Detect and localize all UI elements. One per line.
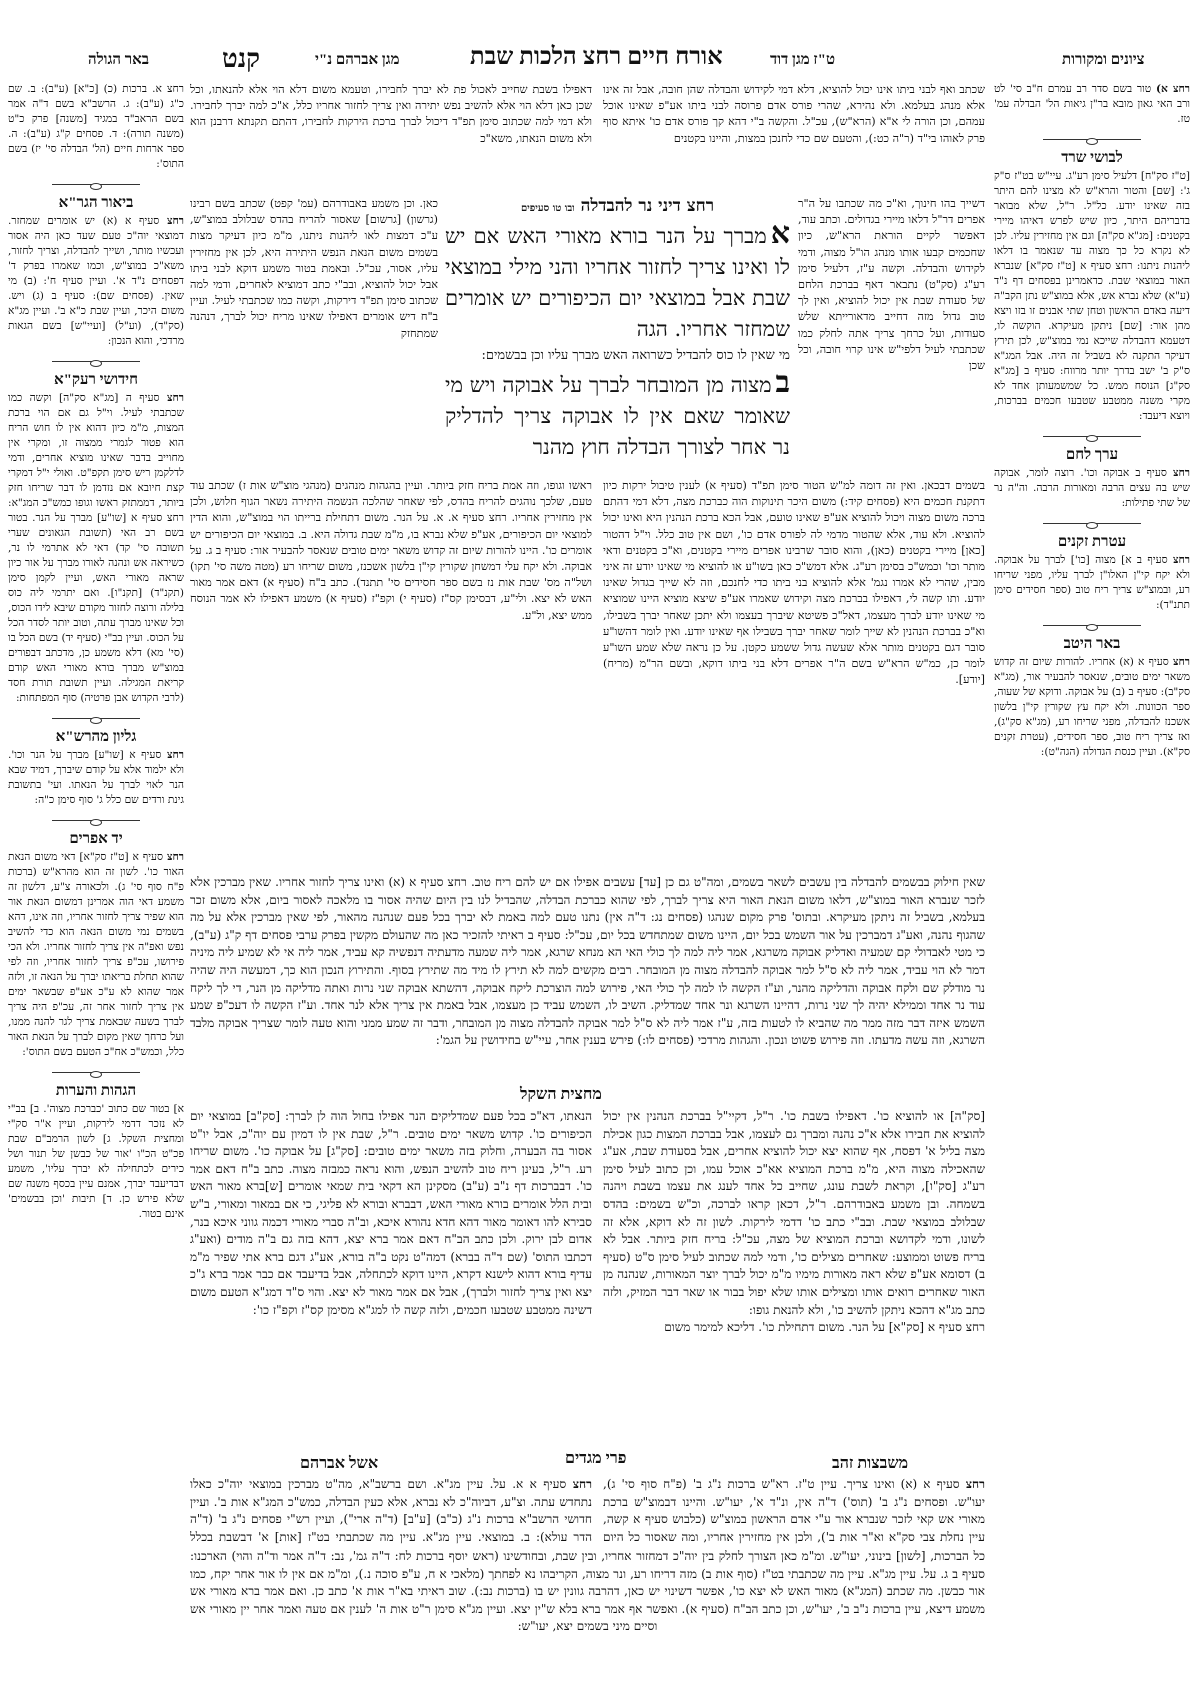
- ornament-divider: [8, 180, 184, 188]
- beer-hagolah-text: רחצ א. ברכות (כ) [כ"א] (ע"ב): ב. שם כ"ג (ע"ב): ג. הרשב"א בשם ד"ה אמר בשם הראב"ד במגיד [משנה] פרק כ"ט (משנה תורה): ד. פסחים ק"ג (ע"ב): ה. ספר ארחות חיים (הל' הבדלה סי' יז) בשם התוס':: [8, 83, 184, 170]
- header-tziyunim: ציונים ומקורות: [1062, 52, 1145, 68]
- machatzit-title: מחצית השקל: [520, 1086, 602, 1103]
- shulchan-aruch-main: [445, 196, 790, 471]
- header-magen-avraham: מגן אברהם נ"י: [315, 52, 400, 68]
- header-taz: ט"ז מגן דוד: [770, 52, 836, 68]
- taz-bottom: בשמים דבכאן. ואין זה דומה למ"ש הטור סימן תפ"ד (סעיף א) לענין טיבול ירקות כיון דתקנת חכמים היא (פסחים קיד:) משום היכר תינוקות הוה כברכת מצה, דלא דמי דהתם ברכה משום מצוה ויכול להוציא אע"פ שאינו טועם, אבל הכא ברכת הנהנין היא ואינו יכול להוציא. ולא עוד, אלא שהטור מדמי לה לפורס אדם כו', ושם אין טוב כלל. וי"ל דהטור [כאן] מיירי בקטנים (כאן), והוא סובר שרבינו אפרים מיירי בקטנים, וא"כ בקטנים ודאי מותר וכו' וכמש"כ בסימן רע"ג. אלא דמש"כ כאן בשו"ע או להוציא מי שאינו יודע זה איני מבין, שהרי לא אמרו נגמ' אלא להוציא בני ביתו כדי לחנכם, וזה לא שייך בגדול שאינו יודע. ותו קשה לי, דאפילו בברכת מצה וקידוש שאמרו אע"פ שיצא מוציא היינו שמוציא מי שאינו יודע לברך מעצמו, דאל"כ פשיטא שיברך בעצמו ולא יתכן שאחר יברך בשבילו, וא"כ בברכת הנהנין לא שייך לומר שאחר יברך בשבילו אף שאינו יודע. ואין לומר דהשו"ע סובר דגם בקטנים מותר אלא שעשה גדול ששמע כקטן. על כן נראה שלא שמע השו"ע לומר כן, כמ"ש הרא"ש בשם ה"ר אפרים דלא בני ביתו דוקא, ובשם הר"מ (מריח) [יודע].: [603, 479, 985, 687]
- rama-gloss: מי שאין לו כוס להבדיל כשרואה האש מברך עליו וכן בבשמים:: [481, 348, 790, 363]
- ornament-divider: [8, 816, 184, 824]
- section-title: עטרת זקנים: [1057, 534, 1127, 550]
- left-column: [8, 82, 184, 1492]
- siman-title: רחצ דיני נר להבדלה ובו טו סעיפים: [520, 196, 715, 216]
- mishbetzot-zahav-title: משבצות זהב: [832, 1455, 909, 1472]
- section-erech-lechem: ערך לחם רחצ סעיף ב אבוקה וכו'. רוצה לומר, אבוקה שיש בה עצים הרבה ומאורות הרבה. וה"ה נר של שתי פתילות:: [994, 447, 1190, 509]
- pri-megadim-title: פרי מגדים: [565, 1450, 627, 1467]
- eshel-avraham-title: אשל אברהם: [300, 1455, 379, 1472]
- section-title: ביאור הגר"א: [58, 195, 134, 211]
- section-chidushei-rakea: חידושי רעק"א רחצ סעיף ה [מג"א סק"ה] וקשה כמו שכתבתי לעיל. וי"ל גם אם הוי ברכת המצות, מ"מ כיון דהוא אין לו חוש הריח הוא פטור לגמרי ממצוה זו, ומקרי אין מחוייב בדבר שאינו מוציא אחרים, ודמי לדלקמן ריש סימן תקפ"ט. ואולי י"ל דמקרי קצת חיובא אם נזדמן לו דבר שריחו חזק ביותר, דממתזק ראשו וגופו כמש"כ המג"א: רחצ סעיף א [שו"ע] מברך על הנר. בטור בשם רב האי (תשובת הגאונים שערי תשובה סי' קד) דאי לא אתרמי לו נר, כשיראה אש ונהנה לאורו מברך על אור כיון שראה מאורי האש, ועיין לקמן סימן (תקנ"ד) [תקנ"ו]. ואם יתרמי ליה כוס בלילה ורוצה לחזור מקודם שיבא לידו הכוס, וכל שאינו מברך עתה, וטוב יותר לסדר הכל על הכוס. ועיין בב"י (סעיף יד) בשם הכל בו (סי' מא) דלא משמע כן, מדכתב דבפורים במוצ"ש מברך בורא מאורי האש קודם קריאת המגילה. ועיין תשובת תורת חסד (לרבי הקדוש אבן פרטיה) סוף המפתחות:: [8, 372, 184, 704]
- section-title: חידושי רעק"א: [53, 372, 138, 388]
- ornament-divider: [8, 714, 184, 722]
- right-column: [994, 82, 1190, 922]
- ornament-divider: [8, 357, 184, 365]
- tziyunim-text: רחצ א) טור בשם סדר רב עמרם ח"ב סי' לט ורב האי גאון מובא בר"ן גיאות הל' הבדלה עמ' טז.: [994, 83, 1190, 125]
- seif-b: במצוה מן המובחר לברך על אבוקה ויש מי שאומר שאם אין לו אבוקה צריך להדליק נר אחר לצורך הבדלה חוץ מהנר: [445, 365, 790, 459]
- section-title: באר היטב: [1063, 636, 1121, 652]
- taz-continuation: שאין חילוק בבשמים להבדלה בין עשבים לשאר בשמים, ומה"ט גם כן [עד] עשבים אפילו אם יש להם ריח טוב. רחצ סעיף א (א) ואינו צריך לחזור אחריו. שאין מברכין אלא לזכר שנברא האור במוצ"ש, דלאו משום הנאת האור היא צריך לברך, לפי שהוא כברכת הבדלה, שהבדיל לנו בין היום שהיה אסור בו מלאכה לאסור ביום, אלא משום זכר בעלמא, בשביל זה ניתקן מעיקרא. ובתוס' פרק מקום שנהגו (פסחים נג: ד"ה אין) נתנו טעם למה באמת לא יברך בכל פעם שנהנה מהאור, לפי שאין מברכין אלא על מה שהגוף נהנה, ואע"ג דמברכין על אור השמש בכל יום, היינו משום שמתחדש בכל יום, עכ"ל: סעיף ב ראיתי להזכיר כאן מה שהעולם מקשין בפרק ערבי פסחים דף ק"ג (ע"ב), כי מטי לאבדולי קם שמעיה ואדליק אבוקה משרגא, אמר ליה למה לך כולי האי הא מנחא שרגא, אמר ליה שמעה מדעתיה דנפשיה קא עביד, אמר ליה אי לא שמיע ליה מיניה דמר לא הוי עביד, אמר ליה לא ס"ל למר אבוקה להבדלה מצוה מן המובחר. רבים מקשים למה לא תירץ לו מיד מה שתירץ בסוף. והתירוץ הנכון הוא כך, דמעשה היה שהיה נר מודלק שם ולקח אבוקה והדליקה מהנר, וע"ז הקשה לו למה לך כולי האי, פירוש למה הוצרכת ליקח אבוקה, דהשתא אבוקה שני נרות ואתה מדליקה מן הנר, די לך ליקח עוד נר אחד וממילא יהיה לך שני נרות, דהיינו השרגא ונר אחד שמדליק. השיב לו, השמש עביד כן מעצמו, אבל באמת אין צריך אלא לנר אחד. וע"ז הקשה לו דעכ"פ שמע השמש איזה דבר מזה ממר מה שהביא לו לטעות בזה, ע"ז אמר ליה לא ס"ל למר אבוקה להבדלה מצוה מן המובחר, ודבר זה שמע ממני והוא טעה לומר שצריך אבוקה מלבד השרגא, וזה עשה מדעתו. וזה פירוש פשוט ונכון. והגהות מרדכי (פסחים לו:) פירש בענין אחר, עיי"ש בחידושין על הגמ':: [190, 875, 985, 1048]
- section-ateret-zekenim: עטרת זקנים רחצ סעיף ב א] מצוה [כו'] לברך על אבוקה. ולא יקח קי"ן האלו"ן לברך עליו, מפני שריחו רע, ובמוצ"ש צריך ריח טוב (ספר חסידים סימן תתנ"ד):: [994, 534, 1190, 611]
- magen-avraham-side: כאן. וכן משמע באבודרהם (עמ' קפט) שכתב בשם רבינו (גרשון) [גרשום] שאסור להריח בהדס שבלולב במוצ"ש, ע"כ דמצות לאו ליהנות ניתנו, מ"מ כיון דעיקר מצות בשמים משום הנאת הנפש היתירה היא, לכן אין מחזירין עליו, אסור, עכ"ל. ובאמת בטור משמע דוקא לבני ביתו אבל יכול להוציא, ובב"י כתב דמוציא לאחרים, ודמי למה שכתוב סימן תפ"ד דירקות, וקשה כמו שכתבתי לעיל. ועיין ב"ח דיש אומרים דאפילו שאינו מריח יכול לברך, דנהנה שמתחזק: [190, 197, 438, 340]
- machatzit-right: [סק"ה] או להוציא כו'. דאפילו בשבת כו'. ר"ל, דקיי"ל בברכת הנהנין אין יכול להוציא את חבירו אלא א"כ נהנה ומברך גם לעצמו, אבל בברכת המצות כגון אכילת מצה בליל א' דפסח, אף שהוא יצא יכול להוציא אחרים, אבל בסעודת שבת, אע"ג שהאכילה מצוה היא, מ"מ ברכת המוציא אא"כ אוכל עמו, וכן כתוב לעיל סימן רע"ג [סק"ו], וקראת לשבת עונג, שחייב כל אחד לענג את עצמו בשבת ויהנה בשמחה. ובן משמע באבודרהם. ר"ל, דכאן קראו לברכה, וכ"ש בשמים: בהדס שבלולב במוצאי שבת. ובב"י כתב כו' דדמי לירקות. לשון זה לא דוקא, אלא זה לשונו, ודמי לקדושא וברכת המוציא של מצה, עכ"ל: בריח חזק ביותר. אבל לא בריח פשוט וממוצע: שאחרים מצילים כו', ודמי למה שכתוב לעיל סימן ס"ט (סעיף ב) דסומא אע"פ שלא ראה מאורות מימיו מ"מ יכול לברך יוצר המאורות, שנהנה מן האור שאחרים רואים אותו ומצילים אותו שלא יפול בבור או שאר דבר המזיק, ולזה כתב מג"א דהכא ניתקן להשיב כו', ולא להנאת גופו: רחצ סעיף א [סק"א] על הנר. משום דתחילת כו'. דליכא למימר משום: [603, 1109, 985, 1335]
- header-beer-hagolah: באר הגולה: [88, 52, 150, 68]
- section-levushei-serad: לבושי שרד [ט"ז סק"ח] דלעיל סימן רע"ג. עיי"ש בט"ז ס"ק ג': [שם] והטור והרא"ש לא מצינו להם היתר בזה שאינו יודע. כל"ל. ר"ל, שלא מבואר בדבריהם היתר, כיון שיש לפרש דאיהו מיירי בקטנים: [מג"א סק"ה] וגם אין מחזירין עליו. לכן לא נקרא כל כך מצוה עד שנאמר בו דלאו ליהנות ניתנו: רחצ סעיף א [ט"ז סק"א] שנברא האור במוצאי שבת. כדאמרינן בפסחים דף נ"ד (ע"א) שלא נברא אש, אלא במוצ"ש נתן הקב"ה דיעה באדם הראשון וטחן שתי אבנים זו בזו ויצא מהן אור: [שם] ניתקן מעיקרא. הוקשה לו, דטעמא דהבדלה שייכא נמי במוצ"ש, לכן תירץ דעיקר התקנה לא בשביל זה היה. אבל המג"א ס"ק ב' ישב בדרך יותר מרווח: סעיף ב [מג"א סק"ג] הנוסח ממש. כל שמשמעותן אחד לא מקרי משנה ממטבע שטבעו חכמים בברכות, ויוצא דיעבד:: [994, 150, 1190, 422]
- section-yad-efraim: יד אפרים רחצ סעיף א [ט"ז סק"א] דאי משום הנאת האור כו'. לשון זה הוא מהרא"ש (ברכות פ"ח סוף סי' ג). ולכאורה צ"ע, דלשון זה משמע דאי הוה אמרינן דמשום הנאת אור הוא שפיר צריך לחזור אחריו, וזה אינו, דהא בשמים נמי משום הנאה הוא כדי להשיב נפש ואפ"ה אין צריך לחזור אחריו. ולא הכי פירושו, עכ"פ צריך לחזור אחריו, וזה לפי שהוא תחלת בריאתו יברך על הנאה זו, ולזה אמר שהוא לא ע"כ אע"פ שבשאר ימים אין צריך לחזור אחר זה, עכ"פ היה צריך לברך בשעה שבאמת צריך לגר להנה ממנו, ועל כרחך שאין מקום לברך על הנאת האור כלל, וכמש"כ אח"כ הטעם בשם התוס':: [8, 831, 184, 1058]
- section-hagahot: הגהות והערות א] בטור שם כתוב 'כברכת מצוה'. ב] בב"י לא נזכר דדמי לירקות, ועיין א"ר סק"י ומחצית השקל. ג] לשון הרמב"ם שבת פכ"ט הכ"ו 'אור של כבשן של תנור ושל כירים לכתחילה לא יברך עליו', משמע דבדיעבד יברך, אמנם עיין בכסף משנה שם שלא פירש כן. ד] תיבות 'וכן בבשמים' אינם בטור.: [8, 1083, 184, 1220]
- ornament-divider: [994, 621, 1190, 629]
- page-title: אורח חיים רחצ הלכות שבת: [470, 44, 723, 70]
- section-title: לבושי שרד: [1061, 150, 1123, 166]
- machatzit-left: הנאתו, דא"כ בכל פעם שמדליקים הנר אפילו בחול הוה לן לברך: [סק"ב] במוצאי יום הכיפורים כו'. קדוש משאר ימים טובים. ר"ל, שבת אין לו דמיון עם יוה"כ, אבל יו"ט אסור בה הבערה, וחלוק בזה משאר ימים טובים: [סק"ג] על אבוקה כו'. משום שריחו רע. ר"ל, בעינן ריח טוב להשיב הנפש, והוא נראה כמבזה מצוה. כתב ב"ח דאם אמר כו'. דבברכות דף נ"ב (ע"ב) מסקינן הא דקאי בית שמאי אומרים [ש]ברא מאור האש ובית הלל אומרים בורא מאורי האש, דבברא ובורא לא פליגי, כי אם במאור ומאורי, ב"ש סבירא להו דאומר מאור דהא חדא נהורא איכא, וב"ה סברי מאורי דכמה גווני איכא בנר, אדום לבן ירוק. ולכן כתב הב"ח דאם אמר ברא יצא, דהא בזה גם ב"ה מודים (ואע"ג דכתבו התוס' (שם ד"ה בברא) דמה"ט נקט ב"ה בורא, אע"ג דגם ברא אתי שפיר מ"מ עדיף בורא דהוא לישנא דקרא, היינו דוקא לכתחלה, אבל בדיעבד אם כבר אמר ברא ג"כ יצא ואין צריך לחזור ולברך), אבל אם אמר מאור לא יצא. והוי ס"ד דמג"א הטעם משום דשינה ממטבע שטבעו חכמים, ולזה קשה לו למג"א מסימן קס"ז וקפ"ז כו':: [190, 1109, 592, 1317]
- page-number: קנט: [222, 44, 261, 73]
- section-title: יד אפרים: [69, 831, 123, 847]
- magen-avraham-bottom: ראשו וגופו, וזה אמת בריח חזק ביותר. ועיין בהגהות מנהגים (מנהגי מוצ"ש אות ז) שכתב עוד טעם, שלכך נוהגים להריח בהדס, לפי שאחר שהלכה הנשמה היתירה נשאר הגוף חלוש, ולכן אין מחזירין אחריו. רחצ סעיף א. א. על הנר. משום דתחילת ברייתו הוי במוצ"ש, והוא הדין למוצאי יום הכיפורים, אע"פ שלא נברא בו, מ"מ שבת גדולה היא. ב. במוצאי יום הכיפורים יש אומרים כו'. היינו להורות שיום זה קדוש משאר ימים טובים שנאסר להבעיר אור: סעיף ב ג. על אבוקה. ולא יקח עלי דמשחן שקורין קי"ן בלשון אשכנז, משום שריחו רע (מטה משה סי' תקו) ושל"ה מס' שבת אות נז בשם ספר חסידים סי' תתנד). כתב ב"ח (סעיף א) דאם אמר מאור האש לא יצא. ולי"ע, דבסימן קס"ז (סעיף י) וקפ"ז (סעיף א) משמע דאפילו לא אמר הנוסח ממש יצא, ול"ע.: [190, 479, 592, 622]
- section-title: גליון מהרש"א: [55, 729, 137, 745]
- ornament-divider: [994, 432, 1190, 440]
- ornament-divider: [994, 519, 1190, 527]
- ornament-divider: [994, 135, 1190, 143]
- magen-avraham-top: דאפילו בשבת שחייב לאכול פת לא יברך לחבירו, וטעמא משום דלא הוי אלא להנאתו, וכל שכן כאן דלא הוי אלא להשיב נפש יתירה ואין צריך לחזור אחריו כלל, א"כ למה יברך לחבירו. ולא דמי למה שכתוב סימן תפ"ד דיכול לברך ברכת הירקות לחבירו, דהתם תקנתא דרבנן הוא ולא משום הנאתו, משא"כ: [190, 83, 592, 145]
- pri-megadim-continuation: כל הברכות, [לשון] בינוני, יעו"ש. ומ"מ כאן הצורך לחלק בין יוה"כ דמחזור אחריו, ובין שבת, ובחודשינו (ראש יוסף ברכות לח: ד"ה גמ', נב: ד"ה אמר וד"ה והוי) הארכנו: סעיף ב ג. על. עיין מג"א. עיין מה שכתבתי בט"ז (סוף אות ב) מזה דריחו רע, ונר מצוה, הקריבהו נא לפחתך (מלאכי א ח, ע"פ סוכה נ.), ומ"מ אם אין לו אור אחר יקח, כמו אור כבשן. מה שכתב (המג"א) מאור האש לא יצא כו', אפשר דשינוי יש כאן, דהרבה גוונין יש בו (ברכות נב:). שוב ראיתי בא"ר אות א' כתב כן. ואם אמר ברא מאורי אש משמע דיצא, עיין ברכות נ"ב ב', יעו"ש, וכן כתב הב"ח (סעיף א). ואפשר אף אמר ברא בלא ש"ין יצא. ועיין מג"א סימן ר"ט אות ה' לענין אם טעה ואמר אחר יין מאורי אש וסיים מיני בשמים יצא, יעו"ש:: [190, 1549, 985, 1634]
- taz-top: שכתב ואף לבני ביתו אינו יכול להוציא, דלא דמי לקידוש והבדלה שהן חובה, אבל זה אינו אלא מנהג בעלמא. ולא נהירא, שהרי פורס אדם פרוסה לבני ביתו אע"פ שאינו אוכל עמהם, וכן הורה לי א"א (הרא"ש), עכ"ל. והקשה ב"י דהא קך פורס אדם כו' איתא סוף פרק לאוהו בי"ד (ר"ה כט:), והטעם שם כדי לחנכן במצות, והיינו בקטנים: [603, 83, 985, 145]
- mishbetzot-zahav-text: רחצ סעיף א (א) ואינו צריך. עיין ט"ז. רא"ש ברכות נ"ג ב' (פ"ח סוף סי' ג), יעו"ש. ופסחים נ"ג ב' (תוס') ד"ה אין, ונ"ד א', יעו"ש. והיינו דבמוצ"ש ברכת מאורי אש קאי לזכר שנברא אור ע"י אדם הראשון במוצ"ש (כלבוש סעיף א קשה, עיין נחלת צבי סק"א וא"ר אות ב'), ולכן אין מחזירין אחריו, ומה שאסור כל היום: [603, 1477, 985, 1544]
- taz-side: דשייך בהו חינוך, וא"כ מה שכתבו על ה"ר אפרים דר"ל דלאו מיירי בגדולים. וכתב עוד, דאפשר לקיים הוראת הרא"ש, כיון שחכמים קבעו אותו מנהג הו"ל מצוה, ודמי לקידוש והבדלה. וקשה ע"ז, דלעיל סימן רע"ג (סק"ט) נתבאר דאף בברכת הלחם של סעודת שבת אין יכול להוציא, ואין לך טוב גדול מזה דחייב מדאורייתא שלש סעודות, ועל כרחך צריך אתה לחלק כמו שכתבתי לעיל דלפי"ש אינו קרוי חובה, וכל שכן: [798, 197, 985, 373]
- eshel-avraham-text: רחצ סעיף א א. על. עיין מג"א. ושם ברשב"א, מה"ט מברכין במוצאי יוה"כ כאלו נתחדש עתה. וצ"ע, דביוה"כ לא נברא, אלא כעין הבדלה, כמש"כ המג"א אות ב'. ועיין חדושי הרשב"א ברכות נ"ג (כ"ב) [ע"ב] (ד"ה ארי"), ועיין רש"י פסחים נ"ג ב' (ד"ה הדר עולא): ב. במוצאי. עיין מג"א. עיין מה שכתבתי בט"ז [אות] א' דבשבת בכלל: [190, 1477, 592, 1544]
- section-title: הגהות והערות: [55, 1083, 137, 1099]
- section-biur-hagra: ביאור הגר"א רחצ סעיף א (א) יש אומרים שמחזר. דמוצאי יוה"כ טעם שעד כאן היה אסור ועכשיו מותר, ושייך להבדלה, וצריך לחזור, משא"כ במוצ"ש, וכמו שאמרו בפרק ד' דפסחים נ"ד א'. ועיין סעיף ח': (ב) מי שאין. (פסחים שם): סעיף ב (ג) ויש. משום היכר, ועיין שבת כ"א ב'. ועיין מג"א (סק"ד), (וע"ל) [ועיי"ש] בשם הגאות מרדכי, והוא הנכון:: [8, 195, 184, 347]
- section-title: ערך לחם: [1065, 447, 1119, 463]
- seif-a: אמברך על הנר בורא מאורי האש אם יש לו ואינו צריך לחזור אחריו והני מילי במוצאי שבת אבל במוצאי יום הכיפורים יש אומרים שמחזר אחריו. הגה: [445, 216, 790, 341]
- ornament-divider: [8, 1068, 184, 1076]
- section-gilyon-maharsha: גליון מהרש"א רחצ סעיף א [שו"ע] מברך על הנר וכו'. ולא ילמוד אלא על קודם שיברך, דמיד שבא הנר לאוי לברך על הנאתו. ועי' בתשובת גינת ורדים שם כלל ג' סוף סימן כ"ה:: [8, 729, 184, 806]
- section-beer-heitev: באר היטב רחצ סעיף א (א) אחריו. להורות שיום זה קדוש משאר ימים טובים, שנאסר להבעיר אור, (מג"א סק"ב): סעיף ב (ב) על אבוקה. ודוקא של שעוה, ספר הכוונות. ולא יקח עץ שקורין קי"ן בלשון אשכנז להבדלה, מפני שריחו רע, (מג"א סק"ג), ואז צריך ריח טוב, ספר חסידים, (עטרת זקנים סק"א). ועיין כנסת הגדולה (הגה"ט):: [994, 636, 1190, 758]
